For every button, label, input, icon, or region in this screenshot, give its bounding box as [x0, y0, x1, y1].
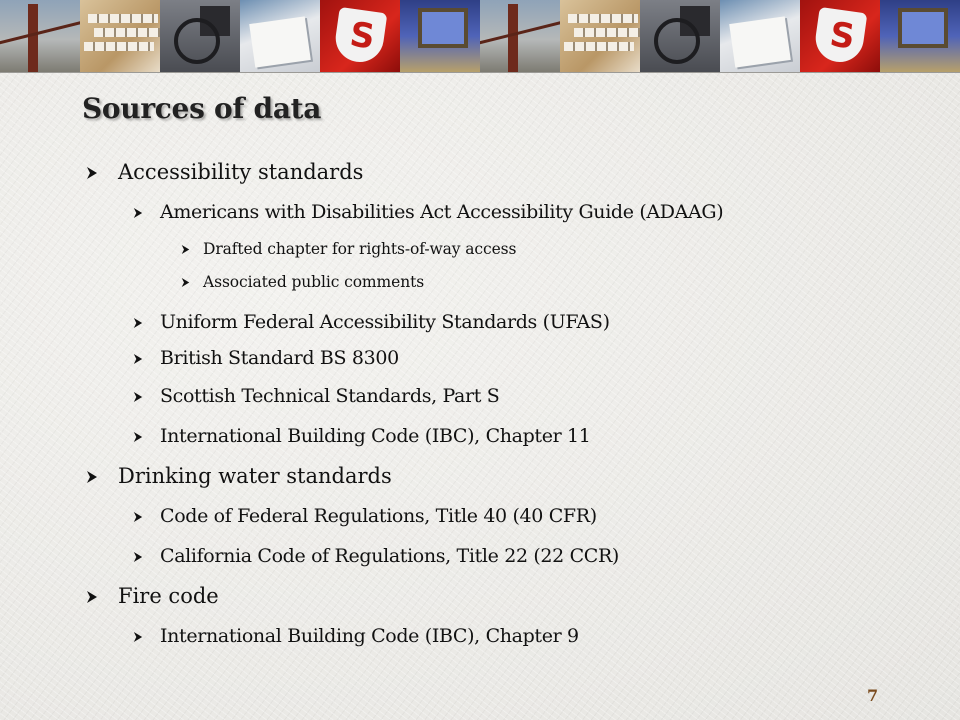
sub-bullet-adaag — [133, 201, 723, 223]
arrowhead-bullet-icon — [133, 354, 160, 364]
paper-image — [720, 0, 800, 72]
bullet-text: Drinking water standards — [118, 464, 392, 488]
arrowhead-bullet-icon — [86, 591, 118, 603]
arrowhead-bullet-icon — [86, 167, 118, 179]
sub-bullet-bs8300 — [133, 347, 399, 369]
page-number: 7 — [867, 686, 879, 705]
arrowhead-bullet-icon — [181, 245, 203, 254]
computer-screen-image — [880, 0, 960, 72]
bullet-text: Associated public comments — [203, 273, 425, 291]
bullet-text: Code of Federal Regulations, Title 40 (40 CFR) — [160, 505, 597, 527]
bullet-text: Americans with Disabilities Act Accessibility Guide (ADAAG) — [160, 201, 724, 223]
logo-image: S — [800, 0, 880, 72]
sub-bullet-scottish — [133, 385, 499, 407]
bullet-text: Scottish Technical Standards, Part S — [160, 385, 500, 407]
bullet-text: Accessibility standards — [118, 160, 364, 184]
computer-screen-image — [400, 0, 480, 72]
bullet-text: California Code of Regulations, Title 22 (22 CCR) — [160, 545, 619, 567]
bullet-accessibility — [86, 160, 363, 184]
bullet-text: Drafted chapter for rights-of-way access — [203, 240, 517, 258]
bullet-fire-code — [86, 584, 219, 608]
bullet-text: International Building Code (IBC), Chapter 9 — [160, 625, 579, 647]
sub-bullet-ibc9 — [133, 625, 579, 647]
keyboard-image — [80, 0, 160, 72]
arrowhead-bullet-icon — [181, 278, 203, 287]
arrowhead-bullet-icon — [133, 432, 160, 442]
bullet-text: Uniform Federal Accessibility Standards (UFAS) — [160, 311, 610, 333]
arrowhead-bullet-icon — [133, 392, 160, 402]
header-banner — [0, 0, 960, 73]
arrowhead-bullet-icon — [133, 512, 160, 522]
arrowhead-bullet-icon — [133, 552, 160, 562]
logo-image: S — [320, 0, 400, 72]
arrowhead-bullet-icon — [133, 318, 160, 328]
keyboard-image — [560, 0, 640, 72]
bullet-text: British Standard BS 8300 — [160, 347, 399, 369]
sub-sub-bullet-drafted — [181, 240, 516, 258]
wheelchair-image — [160, 0, 240, 72]
arrowhead-bullet-icon — [86, 471, 118, 483]
bridge-image — [0, 0, 80, 72]
bullet-text: Fire code — [118, 584, 219, 608]
arrowhead-bullet-icon — [133, 208, 160, 218]
wheelchair-image — [640, 0, 720, 72]
bullet-text: International Building Code (IBC), Chapter 11 — [160, 425, 591, 447]
sub-bullet-cfr — [133, 505, 597, 527]
slide-title: Sources of data — [82, 92, 322, 125]
bullet-drinking-water — [86, 464, 392, 488]
paper-image — [240, 0, 320, 72]
sub-bullet-ccr — [133, 545, 619, 567]
sub-sub-bullet-comments — [181, 273, 424, 291]
sub-bullet-ufas — [133, 311, 610, 333]
bridge-image — [480, 0, 560, 72]
arrowhead-bullet-icon — [133, 632, 160, 642]
sub-bullet-ibc11 — [133, 425, 591, 447]
